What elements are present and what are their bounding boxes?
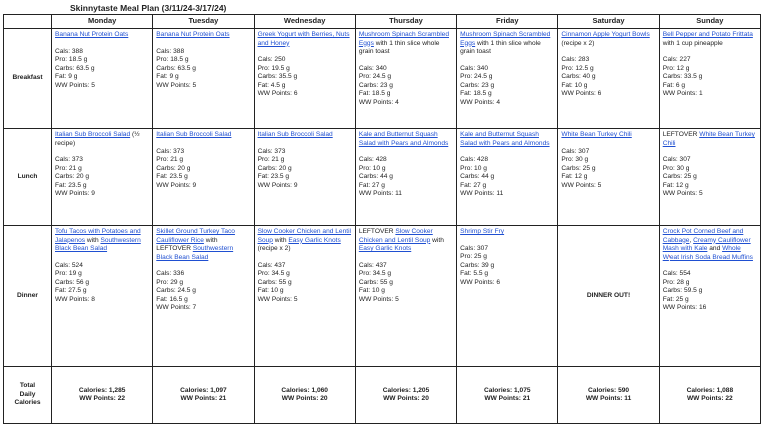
calories: Cals: 227 xyxy=(662,56,691,63)
ww-points: WW Points: 6 xyxy=(460,278,501,286)
fat: Fat: 10 g xyxy=(561,81,588,89)
meal-cell: LEFTOVER Slow Cooker Chicken and Lentil Soup with Easy Garlic Knots Cals: 437 Pro: 34.5 g Carbs: 55 g Fat: 10 g WW Points: 5 xyxy=(355,226,456,367)
day-header: Monday xyxy=(52,15,153,29)
meal-cell xyxy=(558,129,659,226)
meal-cell: Slow Cooker Chicken and Lentil Soup with Easy Garlic Knots (recipe x 2) Cals: 437 Pro: 34.5 g Carbs: 55 g Fat: 10 g WW Points: 5 xyxy=(254,226,355,367)
meal-plan-table xyxy=(3,14,761,424)
carbs: Carbs: 25 g xyxy=(561,164,596,172)
ww-points: WW Points: 9 xyxy=(55,190,95,197)
meal-cell: LEFTOVER White Bean Turkey Chili Cals: 307 Pro: 30 g Carbs: 25 g Fat: 12 g WW Points: 5 xyxy=(659,129,760,226)
meal-cell: Italian Sub Broccoli Salad (½ recipe) Cals: 373 Pro: 21 g Carbs: 20 g Fat: 23.5 g WW Points: 9 xyxy=(52,129,153,226)
daily-total: Calories: 1,088 WW Points: 22 xyxy=(659,367,760,424)
ww-points: WW Points: 5 xyxy=(156,81,197,89)
calories: Cals: 524 xyxy=(55,261,83,269)
carbs: Carbs: 44 g xyxy=(460,173,495,180)
recipe-link[interactable]: Crock Pot Corned Beef and Cabbage xyxy=(662,228,744,244)
meal-cell xyxy=(457,226,558,367)
ww-points: WW Points: 4 xyxy=(460,98,501,106)
fat: Fat: 12 g xyxy=(662,181,689,189)
recipe-link[interactable]: Creamy Cauliflower Mash with Kale xyxy=(662,236,751,252)
calories: Cals: 388 xyxy=(55,47,83,55)
meal-cell: Tofu Tacos with Potatoes and Jalapenos with Southwestern Black Bean Salad Cals: 524 Pro: 19 g Carbs: 56 g Fat: 27.5 g WW Points: 8 xyxy=(52,226,153,367)
corner-cell xyxy=(4,15,52,29)
recipe-link[interactable]: Bell Pepper and Potato Frittata xyxy=(662,31,753,38)
day-header: Tuesday xyxy=(153,15,254,29)
protein: Pro: 34.5 g xyxy=(257,270,290,277)
ww-points: WW Points: 6 xyxy=(257,90,298,97)
daily-total: Calories: 1,285 WW Points: 22 xyxy=(52,367,153,424)
meal-cell xyxy=(355,129,456,226)
ww-points: WW Points: 5 xyxy=(358,295,399,303)
recipe-link[interactable]: Tofu Tacos with Potatoes and Jalapenos xyxy=(55,228,141,244)
carbs: Carbs: 20 g xyxy=(257,164,292,172)
ww-points: WW Points: 8 xyxy=(55,295,95,303)
ww-points: WW Points: 4 xyxy=(358,98,399,106)
page-title: Skinnytaste Meal Plan (3/11/24-3/17/24) xyxy=(70,3,227,13)
calories: Cals: 428 xyxy=(460,156,488,163)
calories: Cals: 373 xyxy=(156,147,185,155)
meal-cell: Skillet Ground Turkey Taco Cauliflower Rice with LEFTOVER Southwestern Black Bean Salad Cals: 336 Pro: 29 g Carbs: 24.5 g Fat: 16.5 g WW Points: 7 xyxy=(153,226,254,367)
fat: Fat: 27 g xyxy=(460,181,487,189)
fat: Fat: 9 g xyxy=(156,73,179,80)
day-header: Friday xyxy=(457,15,558,29)
calories: Cals: 307 xyxy=(460,244,488,252)
header-row xyxy=(4,15,761,29)
recipe-link[interactable]: Slow Cooker Chicken and Lentil Soup xyxy=(257,228,352,244)
fat: Fat: 25 g xyxy=(662,295,689,303)
meal-cell xyxy=(457,129,558,226)
meal-cell: Mushroom Spinach Scrambled Eggs with 1 thin slice whole grain toast Cals: 340 Pro: 24.5 g Carbs: 23 g Fat: 18.5 g WW Points: 4 xyxy=(457,29,558,129)
recipe-link[interactable]: Italian Sub Broccoli Salad xyxy=(257,131,333,138)
meal-cell xyxy=(254,29,355,129)
recipe-link[interactable]: Banana Nut Protein Oats xyxy=(156,31,230,38)
fat: Fat: 16.5 g xyxy=(156,295,188,303)
ww-points: WW Points: 16 xyxy=(662,304,707,311)
calories: Cals: 373 xyxy=(257,147,286,155)
daily-total: Calories: 1,060 WW Points: 20 xyxy=(254,367,355,424)
carbs: Carbs: 35.5 g xyxy=(257,73,298,80)
protein: Pro: 21 g xyxy=(257,156,285,163)
row-label-lunch: Lunch xyxy=(4,129,52,226)
recipe-link[interactable]: Skillet Ground Turkey Taco Cauliflower Rice xyxy=(156,228,235,244)
daily-total: Calories: 590 WW Points: 11 xyxy=(558,367,659,424)
fat: Fat: 27.5 g xyxy=(55,287,87,294)
protein: Pro: 30 g xyxy=(561,156,589,163)
protein: Pro: 29 g xyxy=(156,278,184,286)
recipe-link[interactable]: Banana Nut Protein Oats xyxy=(55,31,129,38)
protein: Pro: 12.5 g xyxy=(561,64,594,72)
fat: Fat: 23.5 g xyxy=(257,173,290,180)
recipe-link[interactable]: Easy Garlic Knots xyxy=(358,245,412,252)
protein: Pro: 21 g xyxy=(156,156,184,163)
day-header: Saturday xyxy=(558,15,659,29)
calories: Cals: 373 xyxy=(55,156,83,163)
fat: Fat: 9 g xyxy=(55,73,78,80)
calories: Cals: 388 xyxy=(156,47,185,55)
fat: Fat: 4.5 g xyxy=(257,81,286,89)
fat: Fat: 10 g xyxy=(257,287,284,294)
carbs: Carbs: 44 g xyxy=(358,173,393,180)
ww-points: WW Points: 5 xyxy=(55,81,95,89)
carbs: Carbs: 20 g xyxy=(55,173,90,180)
meal-cell xyxy=(153,29,254,129)
recipe-link[interactable]: Mushroom Spinach Scrambled Eggs xyxy=(358,31,449,47)
text-cursor-icon: ᶦ xyxy=(668,253,670,261)
ww-points: WW Points: 11 xyxy=(358,190,402,197)
recipe-link[interactable]: Kale and Butternut Squash Salad with Pears and Almonds xyxy=(460,131,550,147)
calories: Cals: 437 xyxy=(358,261,387,269)
carbs: Carbs: 56 g xyxy=(55,278,90,286)
carbs: Carbs: 40 g xyxy=(561,73,596,80)
carbs: Carbs: 63.5 g xyxy=(55,64,95,72)
calories: Cals: 307 xyxy=(561,147,590,155)
daily-total: Calories: 1,097 WW Points: 21 xyxy=(153,367,254,424)
meal-cell xyxy=(153,129,254,226)
carbs: Carbs: 63.5 g xyxy=(156,64,196,72)
dinner-out-cell: DINNER OUT! xyxy=(558,226,659,367)
ww-points: WW Points: 5 xyxy=(662,190,703,197)
recipe-link[interactable]: Kale and Butternut Squash Salad with Pears and Almonds xyxy=(358,131,449,147)
protein: Pro: 34.5 g xyxy=(358,270,392,277)
protein: Pro: 21 g xyxy=(55,164,82,172)
carbs: Carbs: 55 g xyxy=(257,278,292,286)
fat: Fat: 18.5 g xyxy=(358,90,391,97)
carbs: Carbs: 23 g xyxy=(358,81,393,89)
protein: Pro: 19 g xyxy=(55,270,82,277)
calories: Cals: 340 xyxy=(460,64,488,72)
calories: Cals: 554 xyxy=(662,270,691,277)
row-label-dinner: Dinner xyxy=(4,226,52,367)
ww-points: WW Points: 5 xyxy=(257,295,298,303)
daily-total: Calories: 1,205 WW Points: 20 xyxy=(355,367,456,424)
protein: Pro: 18.5 g xyxy=(55,56,88,63)
carbs: Carbs: 33.5 g xyxy=(662,73,703,80)
calories: Cals: 428 xyxy=(358,156,387,163)
protein: Pro: 24.5 g xyxy=(358,73,392,80)
fat: Fat: 23.5 g xyxy=(156,173,188,180)
ww-points: WW Points: 9 xyxy=(257,181,298,189)
daily-total: Calories: 1,075 WW Points: 21 xyxy=(457,367,558,424)
fat: Fat: 10 g xyxy=(358,287,385,294)
meal-cell: Cinnamon Apple Yogurt Bowls (recipe x 2) Cals: 283 Pro: 12.5 g Carbs: 40 g Fat: 10 g WW Points: 6 xyxy=(558,29,659,129)
calories: Cals: 283 xyxy=(561,56,590,63)
ww-points: WW Points: 9 xyxy=(156,181,197,189)
meal-cell: Bell Pepper and Potato Frittata with 1 cup pineapple Cals: 227 Pro: 12 g Carbs: 33.5 g Fat: 6 g WW Points: 1 xyxy=(659,29,760,129)
row-label-totals: Total Daily Calories xyxy=(4,367,52,424)
ww-points: WW Points: 11 xyxy=(460,190,504,197)
recipe-link[interactable]: Whole W xyxy=(662,245,741,261)
protein: Pro: 24.5 g xyxy=(460,73,493,80)
carbs: Carbs: 39 g xyxy=(460,261,495,269)
protein: Pro: 30 g xyxy=(662,164,690,172)
day-header: Wednesday xyxy=(254,15,355,29)
carbs: Carbs: 25 g xyxy=(662,173,697,180)
recipe-link[interactable]: eat Irish Soda Bread Muffins xyxy=(669,253,753,261)
meal-cell xyxy=(52,29,153,129)
protein: Pro: 10 g xyxy=(460,164,487,172)
ww-points: WW Points: 1 xyxy=(662,90,703,97)
protein: Pro: 25 g xyxy=(460,253,487,260)
protein: Pro: 12 g xyxy=(662,64,690,72)
fat: Fat: 18.5 g xyxy=(460,90,492,97)
recipe-link[interactable]: Southwestern Black Bean Salad xyxy=(55,236,141,252)
ww-points: WW Points: 6 xyxy=(561,90,602,97)
recipe-link[interactable]: Italian Sub Broccoli Salad xyxy=(156,131,232,138)
calories: Cals: 340 xyxy=(358,64,387,72)
totals-row xyxy=(4,367,761,424)
dinner-row xyxy=(4,226,761,367)
recipe-link[interactable]: Southwestern Black Bean Salad xyxy=(156,245,234,261)
calories: Cals: 437 xyxy=(257,261,286,269)
carbs: Carbs: 23 g xyxy=(460,81,495,89)
fat: Fat: 6 g xyxy=(662,81,686,89)
carbs: Carbs: 20 g xyxy=(156,164,191,172)
carbs: Carbs: 55 g xyxy=(358,278,393,286)
protein: Pro: 19.5 g xyxy=(257,64,290,72)
ww-points: WW Points: 5 xyxy=(561,181,602,189)
ww-points: WW Points: 7 xyxy=(156,304,197,311)
fat: Fat: 12 g xyxy=(561,173,588,180)
fat: Fat: 5.5 g xyxy=(460,270,488,277)
protein: Pro: 18.5 g xyxy=(156,56,189,63)
protein: Pro: 10 g xyxy=(358,164,386,172)
lunch-row xyxy=(4,129,761,226)
day-header: Sunday xyxy=(659,15,760,29)
calories: Cals: 250 xyxy=(257,56,286,63)
recipe-link[interactable]: Shrimp Stir Fry xyxy=(460,228,505,235)
recipe-link[interactable]: Italian Sub Broccoli Salad xyxy=(55,131,131,138)
recipe-link[interactable]: Easy Garlic Knots xyxy=(288,236,341,244)
recipe-link[interactable]: Greek Yogurt with Berries, Nuts and Honey xyxy=(257,31,350,47)
recipe-link[interactable]: Slow Cooker Chicken and Lentil Soup xyxy=(358,228,433,244)
recipe-link[interactable]: White Bean Turkey Chili xyxy=(662,131,755,147)
carbs: Carbs: 24.5 g xyxy=(156,287,196,294)
breakfast-row xyxy=(4,29,761,129)
meal-cell: Crock Pot Corned Beef and Cabbage, Creamy Cauliflower Mash with Kale and Whole Wᶦeat Irish Soda Bread Muffins Cals: 554 Pro: 28 g Carbs: 59.5 g Fat: 25 g WW Points: 16 xyxy=(659,226,760,367)
meal-cell: Mushroom Spinach Scrambled Eggs with 1 thin slice whole grain toast Cals: 340 Pro: 24.5 g Carbs: 23 g Fat: 18.5 g WW Points: 4 xyxy=(355,29,456,129)
fat: Fat: 23.5 g xyxy=(55,181,87,189)
row-label-breakfast: Breakfast xyxy=(4,29,52,129)
carbs: Carbs: 59.5 g xyxy=(662,287,703,294)
calories: Cals: 307 xyxy=(662,156,691,163)
calories: Cals: 336 xyxy=(156,270,185,277)
protein: Pro: 28 g xyxy=(662,278,690,286)
recipe-link[interactable]: White Bean Turkey Chili xyxy=(561,131,632,138)
recipe-link[interactable]: Cinnamon Apple Yogurt Bowls xyxy=(561,31,650,38)
meal-cell xyxy=(254,129,355,226)
day-header: Thursday xyxy=(355,15,456,29)
recipe-link[interactable]: Mushroom Spinach Scrambled Eggs xyxy=(460,31,551,47)
fat: Fat: 27 g xyxy=(358,181,385,189)
